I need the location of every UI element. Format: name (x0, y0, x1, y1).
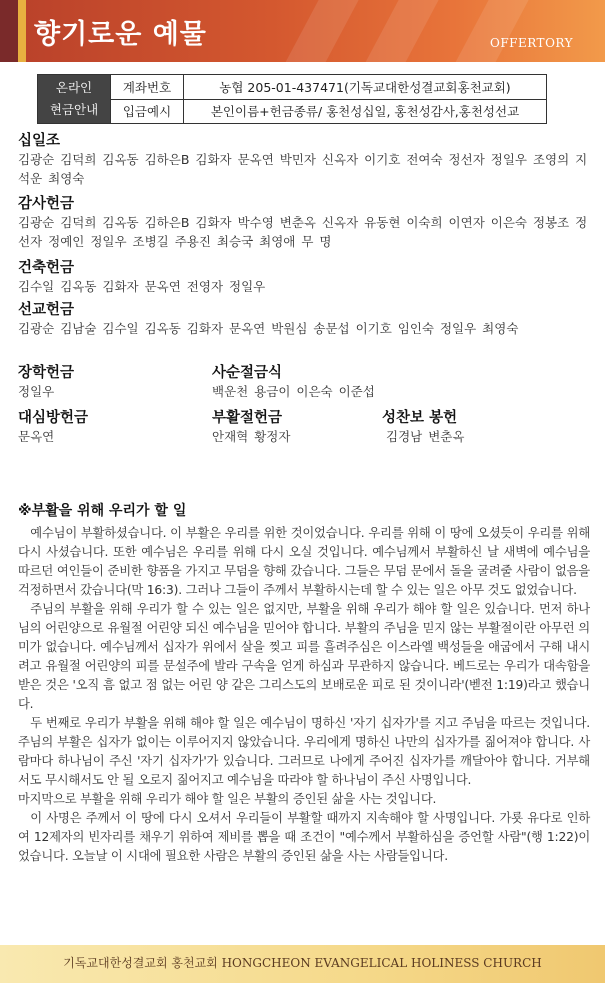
article-paragraph: 이 사명은 주께서 이 땅에 다시 오셔서 우리들이 부활할 때까지 지속해야 할 사명입니다. 가룟 유다로 인하여 12제자의 빈자리를 채우기 위하여 제비를 뽑을 때 조건이 "예수께서 부활하심을 증언할 사람"(행 1:22)이었습니다. 오늘날 이 시대에 필요한 사람은 부활의 증인된 삶을 사는 사람들입니다. (18, 811, 590, 863)
online-offering-heading (38, 75, 111, 124)
example-value-text: 본인이름+헌금종류/ 홍천성십일, 홍천성감사,홍천성선교 (210, 104, 520, 120)
section-title: 장학헌금 (18, 365, 75, 381)
choir-section (382, 406, 464, 446)
scholarship-section (18, 361, 74, 401)
mission-section (18, 298, 593, 338)
footer-text: 기독교대한성결교회 홍천교회 HONGCHEON EVANGELICAL HOLINESS CHURCH (63, 956, 542, 970)
header-diagonal (446, 0, 534, 62)
tithe-section (18, 129, 593, 188)
page-header (0, 0, 605, 62)
header-stripe-dark (0, 0, 18, 62)
name-list: 문옥연 (18, 429, 55, 444)
name-list: 김수일 김옥동 김화자 문옥연 전영자 정일우 (18, 279, 266, 294)
lent-section (212, 361, 375, 401)
article-paragraph: 예수님이 부활하셨습니다. 이 부활은 우리를 위한 것이었습니다. 우리를 위해 이 땅에 오셨듯이 우리를 위해 다시 사셨습니다. 또한 예수님은 우리를 위해 다시 오실 것입니다. 예수님께서 부활하신 날 새벽에 예수님을 따르던 여인들이 준비한 향품을 가지고 무덤을 향해 갔습니다. 그들은 무덤 문에서 돌을 굴려줄 사람이 없음을 걱정하면서 갔습니다(막 16:3). 그러나 그들이 주께서 부활하시는데 할 수 있는 일은 아무 것도 없었습니다. (18, 526, 590, 597)
account-value: 농협 205-01-437471(기독교대한성결교회홍천교회) (184, 75, 547, 100)
heading-line: 현금안내 (49, 102, 99, 117)
page-subtitle: OFFERTORY (489, 36, 573, 50)
page-footer (0, 945, 605, 983)
visit-section (18, 406, 88, 446)
article-paragraph: 주님의 부활을 위해 우리가 할 수 있는 일은 없지만, 부활을 위해 우리가 해야 할 일은 있습니다. 먼저 하나님의 어린양으로 유월절 어린양 되신 예수님을 믿어야 합니다. 부활의 주님을 믿지 않는 부활절이란 아무런 의미가 없습니다. 예수님께서 십자가 위에서 살을 찢고 피를 흘려주심은 이스라엘 백성들을 애굽에서 구해 내시려고 유월절 어린양의 피를 문설주에 발라 구속을 얻게 하심과 무관하지 않습니다. 베드로는 우리가 대속함을 받은 것은 '오직 흠 없고 점 없는 어린 양 같은 그리스도의 보배로운 피로 된 것이니라'(벧전 1:19)라고 했습니다. (18, 602, 590, 711)
section-title: 선교헌금 (18, 302, 75, 318)
section-title: 성찬보 봉헌 (382, 410, 458, 426)
section-title: 대심방헌금 (18, 410, 89, 426)
section-title: 사순절금식 (212, 365, 283, 381)
name-list: 김광순 김덕희 김옥동 김하은B 김화자 문옥연 박민자 신옥자 이기호 전여숙 정선자 정일우 조영의 지석운 최영숙 (18, 152, 588, 186)
name-list: 정일우 (18, 384, 55, 399)
thanks-section (18, 192, 593, 251)
building-section (18, 256, 593, 296)
account-label: 계좌번호 (111, 75, 184, 100)
name-list: 백운천 용금이 이은숙 이준섭 (212, 384, 375, 399)
section-title: 감사헌금 (18, 196, 75, 212)
article-paragraph: 두 번째로 우리가 부활을 위해 해야 할 일은 예수님이 명하신 '자기 십자가'를 지고 주님을 따르는 것입니다. 주님의 부활은 십자가 없이는 이루어지지 않았습니다. 우리에게 명하신 나만의 십자가를 짊어져야 합니다. 사람마다 하나님이 주신 '자기 십자가'가 있습니다. 그러므로 나에게 주어진 십자가를 깨달아야 합니다. 거부해서도 무시해서도 안 될 오로지 짊어지고 예수님을 따라야 할 하나님이 주신 사명입니다. (18, 716, 590, 787)
easter-article (18, 500, 590, 866)
name-list: 김경남 변춘옥 (386, 429, 465, 444)
section-title: 건축헌금 (18, 260, 75, 276)
header-stripe-gold (18, 0, 26, 62)
name-list: 김광순 김남술 김수일 김옥동 김화자 문옥연 박원심 송문섭 이기호 임인숙 정일우 최영숙 (18, 321, 519, 336)
page-title: 향기로운 예물 (34, 19, 207, 50)
heading-line: 온라인 (55, 80, 93, 95)
name-list: 김광순 김덕희 김옥동 김하은B 김화자 박수영 변춘옥 신옥자 유동현 이숙희 이연자 이은숙 정봉조 정선자 정예인 정일우 조병길 주용진 최승국 최영애 무 명 (18, 215, 588, 249)
easter-section (212, 406, 290, 446)
header-diagonal (356, 0, 444, 62)
example-value (184, 99, 547, 124)
section-title: 십일조 (18, 133, 61, 149)
article-paragraph: 마지막으로 부활을 위해 우리가 해야 할 일은 부활의 증인된 삶을 사는 것입니다. (18, 792, 437, 806)
article-title: ※부활을 위해 우리가 할 일 (18, 503, 187, 519)
example-label: 입금예시 (111, 99, 184, 124)
name-list: 안재혁 황정자 (212, 429, 291, 444)
online-offering-table (37, 74, 547, 124)
section-title: 부활절헌금 (212, 410, 283, 426)
header-diagonal (276, 0, 364, 62)
